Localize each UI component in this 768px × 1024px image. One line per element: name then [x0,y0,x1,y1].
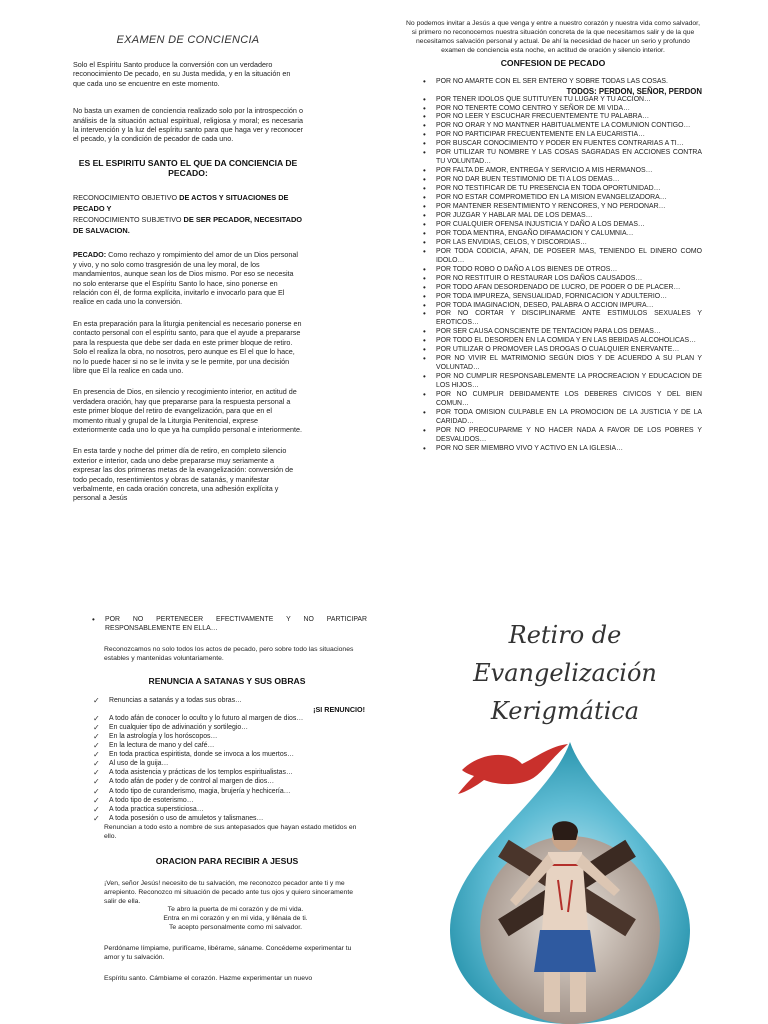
renuncia-list [87,714,367,823]
examen-paragraph-2: No basta un examen de conciencia realizado solo por la introspección o análisis de la situación actual espiritual, religiosa y moral; es necesaria la intervención y la luz del espíritu santo para que haga ver y reconocer el pecado, y la condición de pecador de cada uno. [73,106,303,144]
list-item: • POR NO DAR BUEN TESTIMONIO DE TI A LOS DEMAS… [418,176,702,185]
list-item: • POR UTILIZAR TU NOMBRE Y LAS COSAS SAGRADAS EN ACCIONES CONTRA TU VOLUNTAD… [418,149,702,167]
list-item: • POR NO PARTICIPAR FRECUENTEMENTE EN LA EUCARISTIA… [418,131,702,140]
list-item: • POR SER CAUSA CONSCIENTE DE TENTACION PARA LOS DEMAS… [418,328,702,337]
list-item: • POR MANTENER RESENTIMIENTO Y RENCORES, Y NO PERDONAR… [418,203,702,212]
list-item: • POR TODO EL DESORDEN EN LA COMIDA Y EN LAS BEBIDAS ALCOHOLICAS… [418,337,702,346]
list-item: • POR NO RESTITUIR O RESTAURAR LOS DAÑOS CAUSADOS… [418,275,702,284]
cover-title [420,616,710,730]
list-item: • POR NO LEER Y ESCUCHAR FRECUENTEMENTE TU PALABRA… [418,113,702,122]
oracion-paragraph-2: Perdóname límpiame, purifícame, libérame, sáname. Concédeme experimentar tu amor y tu salvación. [104,945,352,962]
objetivo-label: RECONOCIMIENTO OBJETIVO [73,192,178,202]
examen-paragraph-4: En presencia de Dios, en silencio y recogimiento interior, en actitud de verdadera oración, hay que prepararse para la respuesta personal a este primer bloque del retiro de evangelización, para que en el momento ritual y grupal de la Liturgia Penitencial, exprese exteriormente cada uno lo que ya ha cumplido personal e interiormente. [73,387,302,434]
list-item: • POR LAS ENVIDIAS, CELOS, Y DISCORDIAS… [418,239,702,248]
confesion-first-list [418,78,702,87]
list-item: • POR NO ORAR Y NO MANTNER HABITUALMENTE LA COMUNION CONTIGO… [418,122,702,131]
list-item: • POR NO PREOCUPARME Y NO HACER NADA A FAVOR DE LOS POBRES Y DESVALIDOS… [418,427,702,445]
list-item: • POR TODO ROBO O DAÑO A LOS BIENES DE OTROS… [418,266,702,275]
list-item: • POR NO VIVIR EL MATRIMONIO SEGÚN DIOS Y DE ACUERDO A SU PLAN Y VOLUNTAD… [418,355,702,373]
list-item: • POR NO PERTENECER EFECTIVAMENTE Y NO PARTICIPAR RESPONSABLEMENTE EN ELLA… [87,616,367,634]
list-item: • POR NO CUMPLIR DEBIDAMENTE LOS DEBERES CIVICOS Y DEL BIEN COMUN… [418,391,702,409]
list-item: • POR NO ESTAR COMPROMETIDO EN LA MISION EVANGELIZADORA… [418,194,702,203]
renuncia-paragraph-2: Renuncian a todo esto a nombre de sus antepasados que hayan estado metidos en ello. [104,823,357,840]
list-item: • POR TENER IDOLOS QUE SUTITUYEN TU LUGAR Y TU ACCION… [418,96,702,105]
list-item: • POR FALTA DE AMOR, ENTREGA Y SERVICIO A MIS HERMANOS… [418,167,702,176]
list-item: • POR TODO AFAN DESORDENADO DE LUCRO, DE PODER O DE PLACER… [418,284,702,293]
list-item: ✓ A todo afán de poder y de control al margen de dios… [87,777,367,786]
examen-heading-espiritu: ES EL ESPIRITU SANTO EL QUE DA CONCIENCIA DE PECADO: [78,157,298,178]
subjetivo-bold: DE SER PECADOR, NECESITADO DE SALVACION. [73,214,303,235]
list-item: ✓ En la astrología y los horóscopos… [87,732,367,741]
confesion-list [418,96,702,454]
list-item: • POR TODA IMPUREZA, SENSUALIDAD, FORNICACION Y ADULTERIO… [418,293,702,302]
oracion-line-1: Te abro la puerta de mi corazón y de mi vida. [167,906,304,914]
confesion-section [404,20,702,454]
list-item: ✓ A todo tipo de esoterismo… [87,796,367,805]
oracion-line-3: Te acepto personalmente como mi salvador. [169,924,302,932]
list-item: • POR JUZGAR Y HABLAR MAL DE LOS DEMAS… [418,212,702,221]
list-item: • POR NO TESTIFICAR DE TU PRESENCIA EN TODA OPORTUNIDAD… [418,185,702,194]
list-item: ✓ A todo tipo de curanderismo, magia, brujería y hechicería… [87,787,367,796]
confesion-response: TODOS: PERDON, SEÑOR, PERDON [566,86,702,96]
confesion-title: CONFESION DE PECADO [500,57,606,68]
oracion-paragraph-3: Espíritu santo. Cámbiame el corazón. Hazme experimentar un nuevo [104,975,313,982]
list-item: • POR CUALQUIER OFENSA INJUSTICIA Y DAÑO A LOS DEMAS… [418,221,702,230]
list-item: • POR TODA IMAGINACION, DESEO, PALABRA O ACCION IMPURA… [418,302,702,311]
reconocimiento-objetivo [73,192,303,214]
list-item: • POR BUSCAR CONOCIMIENTO Y PODER EN FUENTES CONTRARIAS A TI… [418,140,702,149]
list-item: ✓ Al uso de la guija… [87,759,367,768]
cover-title-line-3: Kerigmática [490,697,640,725]
list-item: • POR TODA MENTIRA, ENGAÑO DIFAMACION Y CALUMNIA… [418,230,702,239]
reconocimiento-subjetivo [73,214,303,236]
examen-section [73,34,303,503]
list-item: • POR NO CUMPLIR RESPONSABLEMENTE LA PROCREACION Y EDUCACION DE LOS HIJOS… [418,373,702,391]
list-item: ✓ A toda asistencia y prácticas de los templos espiritualistas… [87,768,367,777]
list-item: • POR NO CORTAR Y DISCIPLINARME ANTE ESTIMULOS SEXUALES Y EROTICOS… [418,310,702,328]
list-item: • POR TODA OMISION CULPABLE EN LA PROMOCION DE LA JUSTICIA Y DE LA CARIDAD… [418,409,702,427]
list-item: • POR NO TENERTE COMO CENTRO Y SEÑOR DE MI VIDA… [418,105,702,114]
list-item: ✓ A todo afán de conocer lo oculto y lo futuro al margen de dios… [87,714,367,723]
examen-paragraph-5: En esta tarde y noche del primer día de retiro, en completo silencio exterior e interior, cada uno debe prepararse muy seriamente a expresar las dos primeras metas de la evangelización: conversión de todo pecado, resentimientos y obras de satanás, y manifestar verbalmente, en cada oración concreta, una adhesión explícita y personal a Jesús [73,446,294,503]
list-item: • POR TODA CODICIA, AFAN, DE POSEER MAS, TENIENDO EL DINERO COMO IDOLO… [418,248,702,266]
renuncia-first-list [87,616,367,634]
cover-title-line-2: Evangelización [473,659,657,687]
pecado-text: Como rechazo y rompimiento del amor de un Dios personal y vivo, y no solo como trasgresión de una ley moral, de los mandamientos, aunque sean los de Dios mismo. Por eso se necesita no solo enterarse que el Espíritu Santo lo hace, sino ponerse en relación con él, de forma explícita, invitarlo e invocarlo para que El realice en cada uno la conversión. [73,249,298,307]
list-item: ✓ En toda practica espiritista, donde se invoca a los muertos… [87,750,367,759]
oracion-line-2: Entra en mi corazón y en mi vida, y llénala de ti. [163,915,308,923]
examen-paragraph-3: En esta preparación para la liturgia penitencial es necesario ponerse en contacto personal con el espíritu santo, para que el ayude a prepararse para la respuesta que debe ser dada en este primer bloque de retiro. Solo el realiza la obra, no nosotros, pero aunque es El el que lo hace, no lo puede hacer si no se le invita y se le permite, por una decisión libre que El la realice en cada uno. [73,318,302,375]
objetivo-bold: DE ACTOS Y SITUACIONES DE PECADO Y [73,192,289,213]
subjetivo-label: RECONOCIMIENTO SUBJETIVO [73,214,182,224]
renuncia-response: ¡SI RENUNCIO! [313,704,365,714]
pecado-label: PECADO: [73,249,107,259]
list-item: • POR NO AMARTE CON EL SER ENTERO Y SOBRE TODAS LAS COSAS. [418,78,702,87]
cover-illustration [440,740,700,1024]
renuncia-title: RENUNCIA A SATANAS Y SUS OBRAS [148,675,306,686]
renuncia-section [87,616,367,984]
list-item: • POR UTILIZAR O PROMOVER LAS DROGAS O CUALQUIER ENERVANTE… [418,346,702,355]
examen-paragraph-1: Solo el Espíritu Santo produce la conversión con un verdadero reconocimiento De pecado, en su Justa medida, y en la situación en que cada uno se encuentre en este momento. [73,60,291,88]
list-item: • POR NO SER MIEMBRO VIVO Y ACTIVO EN LA IGLESIA… [418,445,702,454]
confesion-intro: No podemos invitar a Jesús a que venga y entre a nuestro corazón y nuestra vida como salvador, si primero no reconocemos nuestra situación concreta de la que necesitamos salir y de la que necesitamos salvación personal y actual. De ahí la necesidad de hacer un serio y profundo examen de conciencia esta noche, en actitud de oración y silencio interior. [406,20,700,54]
pecado-paragraph [73,250,303,307]
list-item: ✓ En la lectura de mano y del café… [87,741,367,750]
oracion-paragraph-1: ¡Ven, señor Jesús! necesito de tu salvación, me reconozco pecador ante ti y me arrepiento. Reconozco mi situación de pecado ante tus ojos y quiero sinceramente salir de ella. [104,879,353,905]
list-item: ✓ A toda posesión o uso de amuletos y talismanes… [87,814,367,823]
renuncia-first-check [87,696,367,705]
list-item: ✓ Renuncias a satanás y a todas sus obras… [87,696,367,705]
oracion-title: ORACION PARA RECIBIR A JESUS [155,855,299,866]
renuncia-paragraph-1: Reconozcamos no solo todos los actos de pecado, pero sobre todo las situaciones estables y mantenidas voluntariamente. [104,645,354,662]
examen-title: EXAMEN DE CONCIENCIA [116,34,260,46]
cover-title-line-1: Retiro de [508,621,622,649]
list-item: ✓ A toda practica supersticiosa… [87,805,367,814]
list-item: ✓ En cualquier tipo de adivinación y sortilegio… [87,723,367,732]
